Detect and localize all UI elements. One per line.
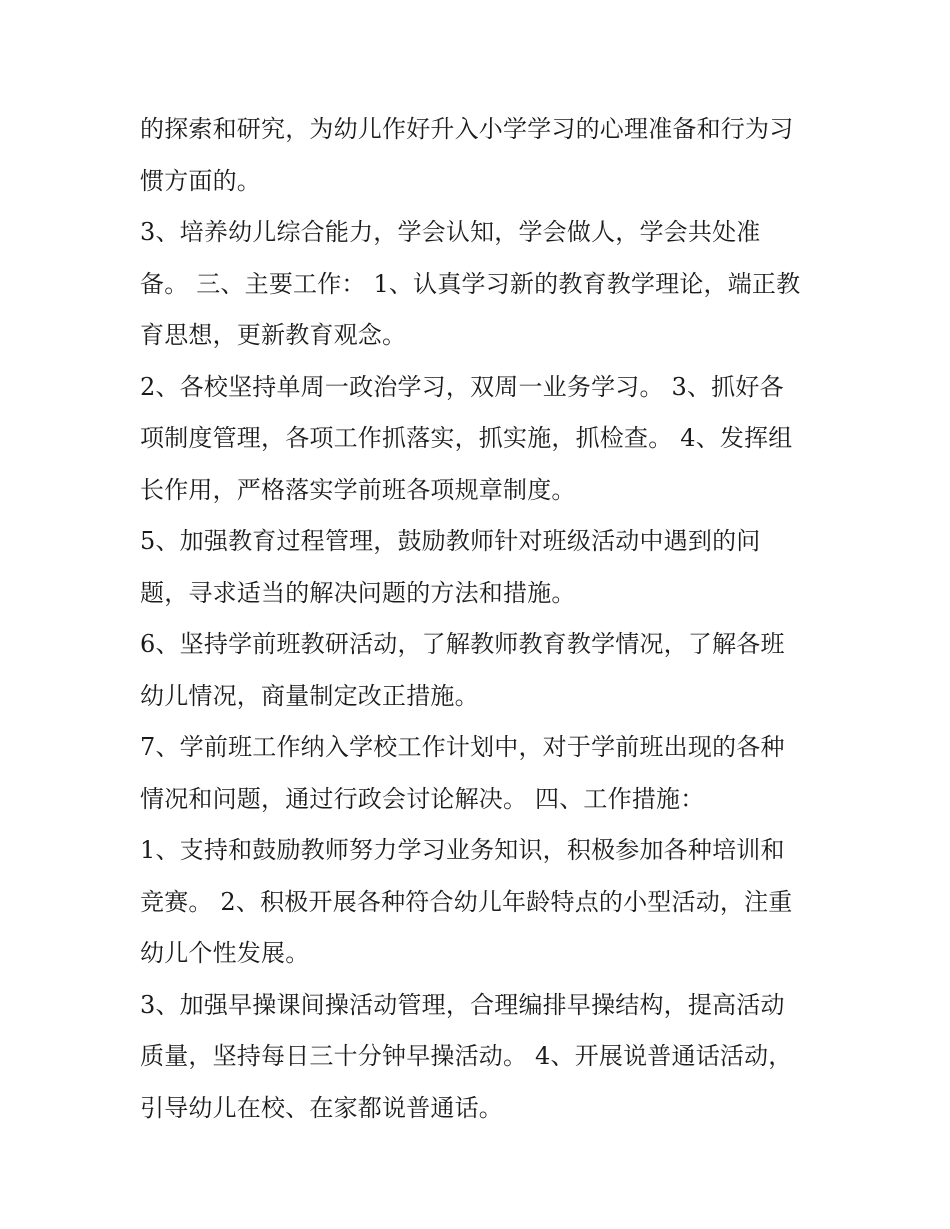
text-line: 幼儿情况，商量制定改正措施。 <box>140 681 479 710</box>
text-line: 题，寻求适当的解决问题的方法和措施。 <box>140 578 576 607</box>
text-line: 6、坚持学前班教研活动，了解教师教育教学情况，了解各班 <box>140 630 785 658</box>
document-body <box>140 104 812 1134</box>
paragraph-measures-1 <box>140 825 812 980</box>
text-line: 3、培养幼儿综合能力，学会认知，学会做人，学会共处准 <box>140 218 761 246</box>
paragraph-continued-intro <box>140 104 812 207</box>
text-line: 情况和问题，通过行政会讨论解决。 四、工作措施： <box>140 784 705 813</box>
paragraph-item-6-research <box>140 619 812 722</box>
text-line: 质量，坚持每日三十分钟早操活动。 4、开展说普通话活动， <box>140 1042 793 1070</box>
text-line: 3、加强早操课间操活动管理，合理编排早操结构，提高活动 <box>140 990 785 1019</box>
paragraph-item-3-abilities <box>140 207 812 362</box>
text-line: 7、学前班工作纳入学校工作计划中，对于学前班出现的各种 <box>140 733 785 761</box>
text-line: 1、支持和鼓励教师努力学习业务知识，积极参加各种培训和 <box>140 836 785 864</box>
text-line: 幼儿个性发展。 <box>140 939 310 967</box>
paragraph-item-2-study <box>140 362 812 517</box>
text-line: 育思想，更新教育观念。 <box>140 321 407 349</box>
paragraph-item-7-plan <box>140 722 812 825</box>
paragraph-measures-3 <box>140 980 812 1135</box>
text-line: 2、各校坚持单周一政治学习，双周一业务学习。 3、抓好各 <box>140 372 784 401</box>
text-line: 备。 三、主要工作： 1、认真学习新的教育教学理论，端正教 <box>140 269 801 298</box>
text-line: 的探索和研究，为幼儿作好升入小学学习的心理准备和行为习 <box>140 115 794 143</box>
text-line: 长作用，严格落实学前班各项规章制度。 <box>140 475 576 504</box>
text-line: 引导幼儿在校、在家都说普通话。 <box>140 1093 503 1122</box>
text-line: 竞赛。 2、积极开展各种符合幼儿年龄特点的小型活动，注重 <box>140 887 793 916</box>
text-line: 5、加强教育过程管理，鼓励教师针对班级活动中遇到的问 <box>140 527 761 555</box>
paragraph-item-5-process <box>140 516 812 619</box>
text-line: 惯方面的。 <box>140 166 261 195</box>
text-line: 项制度管理，各项工作抓落实，抓实施，抓检查。 4、发挥组 <box>140 424 793 452</box>
